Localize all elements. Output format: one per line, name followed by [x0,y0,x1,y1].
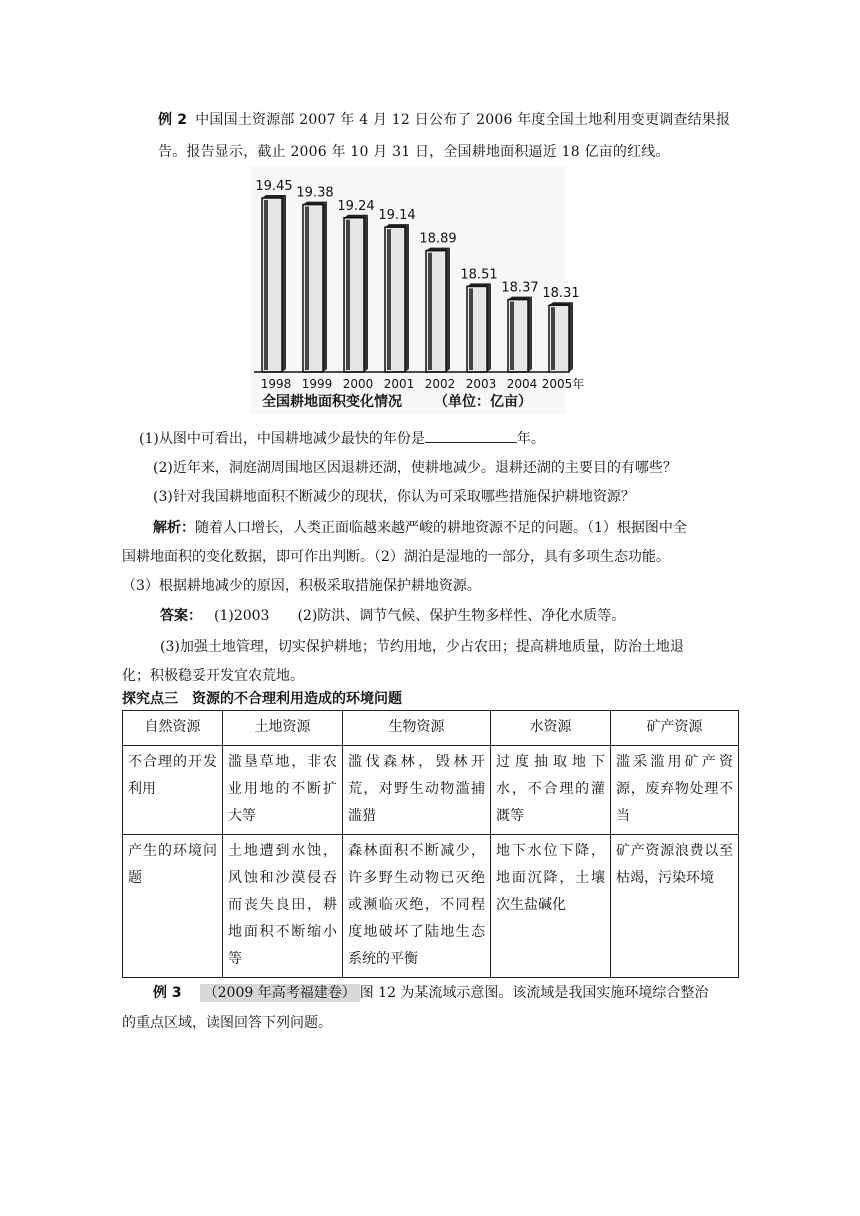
bar-value-label: 19.38 [296,185,334,201]
bar-value-label: 19.45 [255,179,293,194]
table-cell: 森林面积不断减少，许多野生动物已灭绝或濒临灭绝，不同程度地破坏了陆地生态系统的平衡 [343,835,491,978]
table-cell: 过度抽取地下水，不合理的灌溉等 [491,746,611,835]
table-cell: 不合理的开发利用 [123,746,223,835]
x-tick-label: 2004 [506,377,538,391]
question-1-text: (1)从图中可看出，中国耕地减少最快的年份是 [139,431,425,447]
answer-line-3b: 化；积极稳妥开发宜农荒地。 [122,668,304,684]
bar-value-label: 18.31 [542,286,580,302]
analysis-label: 解析： [153,520,195,536]
bar-shade [264,200,268,370]
table-header-cell: 自然资源 [123,711,223,746]
bar-value-label: 18.37 [501,280,539,296]
table-header-cell: 矿产资源 [611,711,739,746]
example3-line-2: 的重点区域，读图回答下列问题。 [122,1015,332,1031]
table-cell: 矿产资源浪费以至枯竭，污染环境 [611,835,739,978]
table-cell: 滥采滥用矿产资源，废弃物处理不当 [611,746,739,835]
table-header-cell: 水资源 [491,711,611,746]
bar-value-label: 18.51 [460,267,498,283]
question-3: (3)针对我国耕地面积不断减少的现状，你认为可采取哪些措施保护耕地资源？ [153,489,635,505]
table-row [123,746,739,835]
x-tick-label: 2003 [465,377,497,391]
bar-shade [305,207,309,370]
table-cell: 土地遭到水蚀，风蚀和沙漠侵吞而丧失良田，耕地面积不断缩小等 [223,835,343,978]
x-tick-label: 2002 [424,377,456,391]
table-header-cell: 生物资源 [343,711,491,746]
x-tick-label: 2000 [342,377,374,391]
bar-shade [469,288,473,370]
answer-line-3a: (3)加强土地管理，切实保护耕地；节约用地，少占农田；提高耕地质量，防治土地退 [160,639,684,655]
example3-source: （2009 年高考福建卷） [200,984,360,1002]
analysis-line-3: （3）根据耕地减少的原因，积极采取措施保护耕地资源。 [122,578,481,594]
example3-label: 例 3 [153,985,182,1001]
question-1 [139,428,545,448]
analysis-text-1: 随着人口增长，人类正面临越来越严峻的耕地资源不足的问题。（1）根据图中全 [195,520,687,536]
example2-label: 例 2 [158,112,188,128]
table-cell: 滥垦草地，非农业用地的不断扩大等 [223,746,343,835]
bar-shade [510,302,514,370]
bar-shade [551,307,555,370]
x-tick-label: 1999 [301,377,333,391]
bar-shade [346,220,350,370]
answer-1: (1)2003 [214,608,270,624]
table-cell: 地下水位下降，地面沉降，土壤次生盐碱化 [491,835,611,978]
x-tick-label: 1998 [260,377,292,391]
analysis-line-1 [153,517,687,537]
example3-text-1: 图 12 为某流域示意图。该流域是我国实施环境综合整治 [359,985,709,1001]
table-header-cell: 土地资源 [223,711,343,746]
example2-text: 中国国土资源部 2007 年 4 月 12 日公布了 2006 年度全国土地利用变更调查结果报告。报告显示，截止 2006 年 10 月 31 日，全国耕地面积逼近 18 亿亩的红线。 [158,112,731,160]
x-tick-label: 2005年 [541,377,585,391]
resource-table [122,710,739,978]
question-2: (2)近年来，洞庭湖周围地区因退耕还湖，使耕地减少。退耕还湖的主要目的有哪些？ [153,460,677,476]
chart-title: 全国耕地面积变化情况 [262,394,402,410]
farmland-bar-chart [250,166,585,414]
answer-line-1 [160,605,625,625]
x-tick-label: 2001 [383,377,415,391]
table-cell: 滥伐森林，毁林开荒，对野生动物滥捕滥猎 [343,746,491,835]
chart-unit: （单位：亿亩） [434,394,532,410]
table-cell: 产生的环境问题 [123,835,223,978]
table-row [123,835,739,978]
bar-shade [387,229,391,370]
bar-value-label: 18.89 [419,231,457,247]
bar-value-label: 19.24 [337,198,375,214]
table-header-row [123,711,739,746]
answer-label: 答案： [160,608,202,624]
answer-2: (2)防洪、调节气候、保护生物多样性、净化水质等。 [297,608,626,624]
bar-value-label: 19.14 [378,208,416,224]
example2-intro [158,104,758,168]
bar-shade [428,253,432,370]
example3-line-1 [153,982,708,1002]
analysis-line-2: 国耕地面积的变化数据，即可作出判断。（2）湖泊是湿地的一部分，具有多项生态功能。 [122,549,670,565]
section3-title: 探究点三 资源的不合理利用造成的环境问题 [122,691,402,707]
answer-blank[interactable] [425,428,517,443]
question-1-suffix: 年。 [516,431,545,447]
